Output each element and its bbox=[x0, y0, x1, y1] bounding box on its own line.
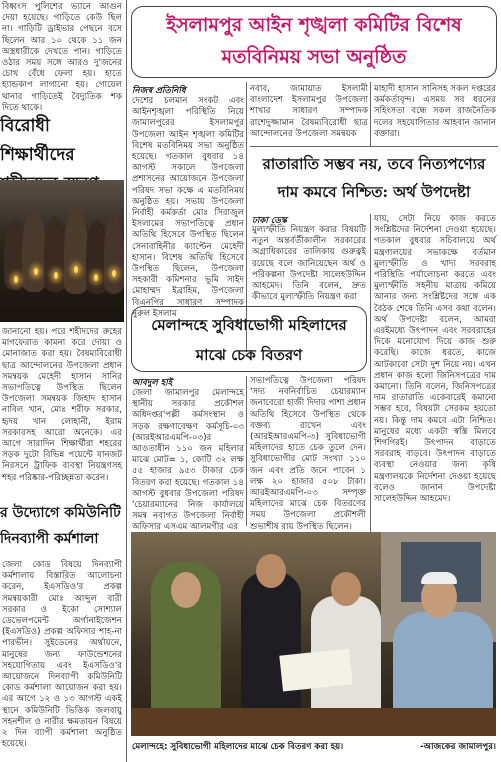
left-story2-text: জানানো হয়। পরে শহীদদের রুহের মাগফেরাত কামনা করে দোয়া ও মোনাজাত করা হয়। বৈষম্যবিরোধী ছাত্র আন্দোলনের উপজেলা প্রধান সমন্বয়ক মেহেদী হাসান সানির সভাপতিত্বে উপস্থিত ছিলেন উপজেলা সমন্বয়ক জিহাদ হাসান নাবিল খান, মোঃ শরীফ সরকার, হৃদয় খান লোহানী, ইরাম সরকারসহ আরো অনেকে। এর আগে সারাদিন শিক্ষার্থীরা শহরের সড়ক দুটো বিভিন্ন পয়েন্টে যানজট নিরসনে ট্রাফিক ব্যবস্থা নিয়ন্ত্রণসহ শহর পরিষ্কার-পরিচ্ছন্নতা করেন। bbox=[2, 327, 122, 483]
story1-col3: মাহাদী হাসান সানিসহ সকল দপ্তরের কর্মকর্তাবৃন্দ। এসময় সব ধরনের সহিংসতা বন্ধে সকল রাজনৈতিক দলের সহযোগিতার আহবান জানান বক্তারা। bbox=[374, 84, 496, 139]
photo-caption: মেলান্দহে: সুবিধাভোগী মহিলাদের মাঝে চেক বিতরণ করা হয়। bbox=[132, 742, 344, 752]
story3-col2: সভাপতিত্বে উপজেলা পরিষদ 'সদ্য নবনির্বাচিত চেয়ারম্যান জনাবেরো হাজী দিদার পাশা প্রধান অতিথি হিসেবে উপস্থিত থেকে বক্তব্য রাখেন এবং (আরইআরএমপি-৩) সুবিধাভোগী মহিলাদের হাতে চেক তুলে দেন। সুবিধাভোগীর মোট সংখ্যা ১১০ জন এবং প্রতি জনে পাবেন ১ লক্ষ ২০ হাজার ৫০৮ টাকা। আরইআরএমপি-০৩ সম্পৃক্ত মহিলাদের মাঝে চেক বিতরণের সময় উপজেলা প্রকৌশলী শুভাশীষ রায় উপস্থিত ছিলেন। bbox=[250, 376, 366, 532]
story1-headline-line1: ইসলামপুর আইন শৃঙ্খলা কমিটির বিশেষ bbox=[166, 14, 462, 36]
story1-byline: নিজস্ব প্রতিনিধি bbox=[132, 86, 186, 96]
candle-vigil-photo bbox=[0, 180, 124, 322]
story3-headline-line2: মাঝে চেক বিতরণ bbox=[195, 346, 303, 364]
photo-credit: -আজকের জামালপুর। bbox=[420, 742, 496, 752]
cheque-distribution-photo bbox=[131, 532, 496, 736]
story3-headline-box bbox=[131, 306, 367, 372]
story1-headline-line2: মতবিনিময় সভা অনুষ্ঠিত bbox=[221, 46, 407, 68]
story1-col2: নবাব, জামায়াত ইসলামী বাংলাদেশ ইসলামপুর উপজেলা শাখার সাধারণ সম্পাদক রাশেদুজ্জামান বৈষম্যবিরোধী ছাত্র আন্দোলনের উপজেলা সমন্বয়ক bbox=[250, 84, 368, 139]
story2-col2: যায়, সেটা নিয়ে কাজ করতে সংশ্লিষ্টদের নির্দেশনা দেওয়া হয়েছে। গতকাল বুধবার সচিবালয়ে অর্থ মন্ত্রণালয়ের সভাকক্ষে বর্তমান মুল্যস্ফীতি ও খাদ্য সরবরাহ পরিস্থিতি পর্যালোচনা করতে এবং মুল্যস্ফীতি সহনীয় মাত্রায় কমিয়ে আনার জন্য সংশ্লিষ্টদের সঙ্গে এক বৈঠক শেষে তিনি এসব কথা বলেন। অর্থ উপদেষ্টা বলেন, আমরা এরইমধ্যে উৎপাদন এবং সরবরাহের দিকে মনোযোগ দিয়ে কাজ শুরু করেছি। কাজে ধরতে, কাজে আটকাবো সেটা দুশ নিয়ে নয়। এখন প্রধান কাজ হলো জিনিসপত্রের দাম কমানো। তিনি বলেন, জিনিসপত্রের দাম রাতারাতি একেবারেই কমানো সম্ভব হবে, বিষয়টা সেরকম হয়তো নয়। কিন্তু দাম কমবে এটা নিশ্চিত। মানুষের মধ্যে একটা স্বস্তি মিলবে শিগগিরই। উৎপাদন বাড়াতে সরবরাহ বাড়বে। উৎপাদন বাড়াতে ব্যবস্থা নেওয়ার জন্য কৃষি মন্ত্রণালয়কে নির্দেশনা দেওয়া হয়েছে বলেও জানান উপদেষ্টা সালেহউদ্দিন আহমেদ। bbox=[374, 214, 496, 505]
story3-headline-line1: মেলান্দহে সুবিধাভোগী মহিলাদের bbox=[151, 316, 347, 334]
story3-byline: আবদুল হাই bbox=[132, 378, 173, 388]
story2-headline-line2: দাম কমবে নিশ্চিত: অর্থ উপদেষ্টা bbox=[277, 183, 471, 201]
left-story3-text: জেলা কোড বিষয়ে দিনব্যাপী কর্মশালায় বিস্তারিত আলোচনা করেন, ইএসডিও'র প্রকল্প সমন্বয়কারী মোঃ আব্দুল বারী সরকার ও ইকো সোশ্যাল ডেভেলপমেন্ট অর্গানাইজেশন (ইএসডিও) প্রকল্প অফিসার শাহ-না পারভীন। সুইডেনের অর্থায়নে, মানুষের জন্য ফাউন্ডেশনের সহযোগিতায় এবং ইএসডিও'র আয়োজনে দিনব্যাপী কমিউনিটি কোড কর্মশালা আয়োজন করা হয়। এর আগে ১২ ও ১৩ আগস্ট একই স্থানে কমিউনিটি ভিত্তিক জলবায়ু সহনশীল ও নারীর ক্ষমতায়ন বিষয়ে ২ দিন ব্যাপী কর্মশালা অনুষ্ঠিত হয়েছে। bbox=[2, 560, 122, 750]
story2-headline bbox=[250, 150, 498, 214]
story1-headline-box bbox=[131, 6, 497, 78]
story2-byline: ঢাকা ডেস্ক bbox=[252, 216, 287, 226]
story3-col1: জেলা জামালপুর মেলান্দহে স্থানীয় সরকার প্রকৌশল অধিদপ্তর'পল্লী কর্মসংস্থান ও সড়ক রক্ষণাবেক্ষণ কর্মসূচি-০৩ (আরইআরএমপি-০৩)র আওতাধীন ১১০ জন মহিলার মাঝে মোট= ১, কোটি ৩২ লক্ষ ৫৫ হাজার ৯৫৩ টাকার চেক বিতরণ করা হয়েছে। গতকাল ১৪ আগস্ট বুধবার উপজেলা পরিষদ 'চেয়ারম্যানের নিজ কার্যালয়ে সমন্ব নবাগত উপজেলা নির্বাহী অফিসার এসএম আলমগীর এর bbox=[132, 388, 244, 533]
left-story2-headline: বিরোধী শিক্ষার্থীদের bbox=[0, 116, 75, 165]
left-story3-headline: র উদ্যোগে কমিউনিটি দিনব্যাপী কর্মশালা bbox=[0, 505, 121, 547]
story1-col1: দেশের চলমান সংকট এবং আইনশৃঙ্খলা পরিস্থিতি নিয়ে জামালপুরের ইসলামপুর উপজেলা আইন শৃঙ্খলা কমিটির বিশেষ মতবিনিময় সভা অনুষ্ঠিত হয়েছে। গতকাল বুধবার ১৪ আগস্ট সকালে উপজেলা প্রশাসনের আয়োজনে উপজেলা পরিষদ সভা কক্ষে এ মতবিনিময় অনুষ্ঠিত হয়। সভায় উপজেলা নির্বাহী কর্মকর্তা মোঃ সিরাজুল ইসলামের সভাপতিত্বে প্রধান অতিথি হিসেবে উপস্থিত ছিলেন সেনাবাহিনীর ক্যাপ্টেন মেহেদী হাসান। বিশেষ অতিথি হিসেবে উপস্থিত ছিলেন, উপজেলা সহকারী কমিশনার ভূমি সাইদ মোহাম্মদ ইব্রাহিম, উপজেলা বিএনপির সাধারণ সম্পাদক নুরুল ইসলাম bbox=[132, 96, 244, 319]
story2-col1: মুল্যস্ফীতি নিয়ন্ত্রণ করার বিষয়টি নতুন অন্তর্বর্তীকালীন সরকারের অগ্রাধিকারের তালিকায় গুরুত্বই রয়েছে বলে জানিয়েছেন অর্থ ও পরিকল্পনা উপদেষ্টা সালেহউদ্দিন আহমেদ। তিনি বলেন, দ্রুত কীভাবে মুল্যস্ফীতি নিয়ন্ত্রণ করা bbox=[252, 225, 366, 303]
left-top-text: বিধ্বংস পুলিশের ভ্যানে আগুন দেয়া হয়েছে। গাড়িতে কেউ ছিল না। গাড়িটি ড্রাইভার পেছনে বসে ছিলেন আর ১০ থেকে ১১ জন অস্ত্রধারীকে দেখতে পান। গাড়িতে ওঠার সময় সঙ্গে আরও দু'জনের চোখ বেঁধে ফেলা হয়। হাতে হ্যান্ডকাপ লাগানো হয়। গোয়েল থানার গাড়িতেই বৈদ্যুতিক শক দিতে থাকে। bbox=[2, 2, 122, 113]
story2-headline-line1: রাতারাতি সম্ভব নয়, তবে নিত্যপণ্যের bbox=[262, 155, 486, 173]
